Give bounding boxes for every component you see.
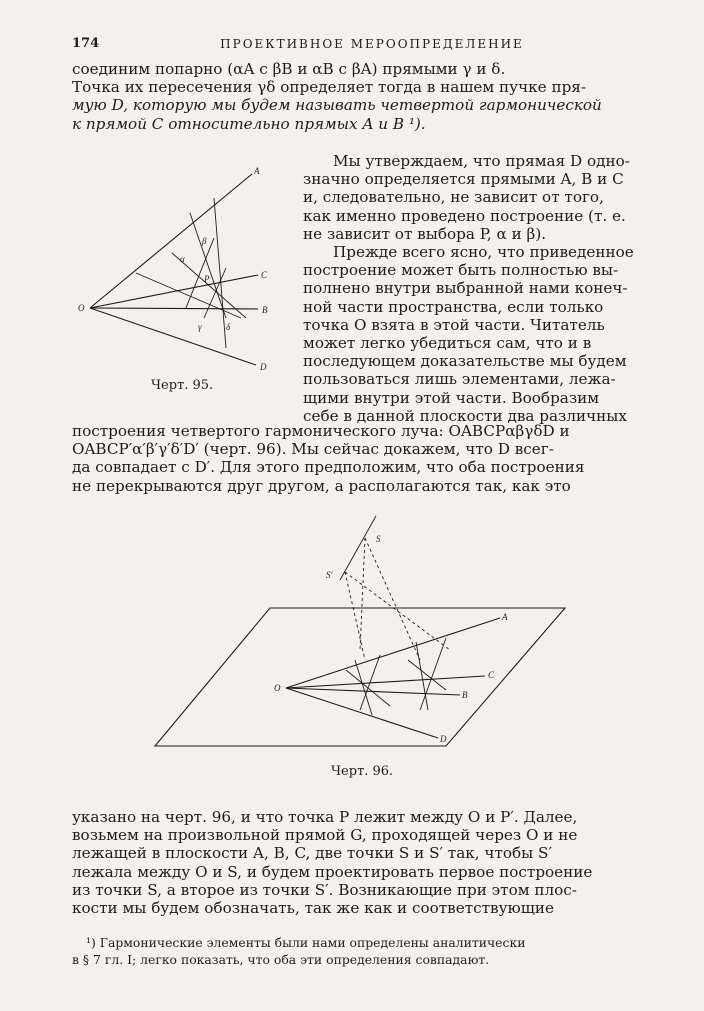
ray-c <box>90 275 258 308</box>
bottom-paragraph <box>72 808 666 917</box>
footnote-line: в § 7 гл. I; легко показать, что оба эти определения совпадают. <box>72 952 490 967</box>
text-line: не перекрываются друг другом, а располагаются так, как это <box>72 476 571 495</box>
text-line: себе в данной плоскости два различных <box>303 406 627 425</box>
label-b: B <box>262 305 268 315</box>
text-line: к прямой C относительно прямых A и B ¹). <box>72 114 426 133</box>
label-o: O <box>78 303 85 313</box>
projection-line-1 <box>365 538 420 660</box>
label-c: C <box>488 670 495 680</box>
text-line: Мы утверждаем, что прямая D одно- <box>333 152 630 170</box>
label-s: S <box>376 534 381 544</box>
text-line: построение может быть полностью вы- <box>303 261 619 280</box>
text-line: значно определяется прямыми A, B и C <box>303 170 624 189</box>
text-line: OABCP′α′β′γ′δ′D′ (черт. 96). Мы сейчас докажем, что D всег- <box>72 440 554 459</box>
text-line: мую D, которую мы будем называть четвертой гармонической <box>72 96 602 115</box>
construction-2b <box>408 660 446 690</box>
label-alpha: α <box>180 254 185 264</box>
construction-2c <box>420 638 446 710</box>
top-paragraph <box>72 60 666 133</box>
text-line: построения четвертого гармонического луча: OABCPαβγδD и <box>72 422 570 440</box>
page-number: 174 <box>72 36 100 51</box>
text-line: последующем доказательстве мы будем <box>303 352 627 371</box>
line-beta <box>186 238 214 308</box>
text-line: может легко убедиться сам, что и в <box>303 334 592 353</box>
text-line: щими внутри этой части. Вообразим <box>303 388 600 407</box>
label-delta: δ <box>226 322 231 332</box>
ray-d <box>90 308 256 365</box>
text-line: Прежде всего ясно, что приведенное <box>333 243 634 262</box>
ray-b <box>90 308 258 309</box>
label-d: D <box>260 362 267 372</box>
projection-s <box>360 538 365 650</box>
label-p: P <box>204 274 210 284</box>
text-line: да совпадает с D′. Для этого предположим, что оба построения <box>72 458 585 477</box>
text-line: лежала между O и S, и будем проектировать первое построение <box>72 862 593 881</box>
text-line: лежащей в плоскости A, B, C, две точки S и S′ так, чтобы S′ <box>72 844 552 863</box>
label-d: D <box>440 734 447 744</box>
figure-95-caption: Черт. 95. <box>151 378 214 393</box>
label-a: A <box>254 166 260 176</box>
projection-s-prime <box>345 572 365 660</box>
text-line: указано на черт. 96, и что точка P лежит между O и P′. Далее, <box>72 808 578 826</box>
text-line: соединим попарно (αA с βB и αB с βA) прямыми γ и δ. <box>72 60 506 78</box>
text-line: кости мы будем обозначать, так же как и соответствующие <box>72 899 554 918</box>
text-line: пользоваться лишь элементами, лежа- <box>303 370 616 389</box>
ray-d <box>286 688 438 738</box>
label-o: O <box>274 683 281 693</box>
text-line: из точки S, а второе из точки S′. Возникающие при этом плос- <box>72 880 577 899</box>
label-beta: β <box>202 236 207 246</box>
label-b: B <box>462 690 468 700</box>
text-line: и, следовательно, не зависит от того, <box>303 188 604 207</box>
text-line: точка O взята в этой части. Читатель <box>303 315 605 334</box>
figure-96-caption: Черт. 96. <box>331 764 394 779</box>
text-line: полнено внутри выбранной нами конеч- <box>303 279 628 298</box>
footnote-line: ¹) Гармонические элементы были нами определены аналитически <box>86 935 526 950</box>
line-g <box>340 516 376 580</box>
line-alpha <box>190 213 226 318</box>
figure-96 <box>150 510 570 750</box>
text-line: Точка их пересечения γδ определяет тогда в нашем пучке пря- <box>72 78 587 97</box>
footnote <box>72 934 666 968</box>
construction-1a <box>355 660 372 715</box>
ray-b <box>286 688 460 695</box>
text-line: ной части пространства, если только <box>303 297 604 316</box>
text-line: возьмем на произвольной прямой G, проходящей через O и не <box>72 826 578 845</box>
text-line: не зависит от выбора P, α и β). <box>303 224 547 243</box>
label-a: A <box>502 612 508 622</box>
label-gamma: γ <box>198 322 202 332</box>
middle-paragraph <box>72 422 666 495</box>
running-title: ПРОЕКТИВНОЕ МЕРООПРЕДЕЛЕНИЕ <box>220 37 524 51</box>
label-s-prime: S′ <box>326 570 333 580</box>
label-c: C <box>261 270 268 280</box>
text-line: как именно проведено построение (т. е. <box>303 206 626 225</box>
construction-2a <box>416 642 428 710</box>
figure-95 <box>76 158 298 380</box>
right-column <box>303 152 666 425</box>
